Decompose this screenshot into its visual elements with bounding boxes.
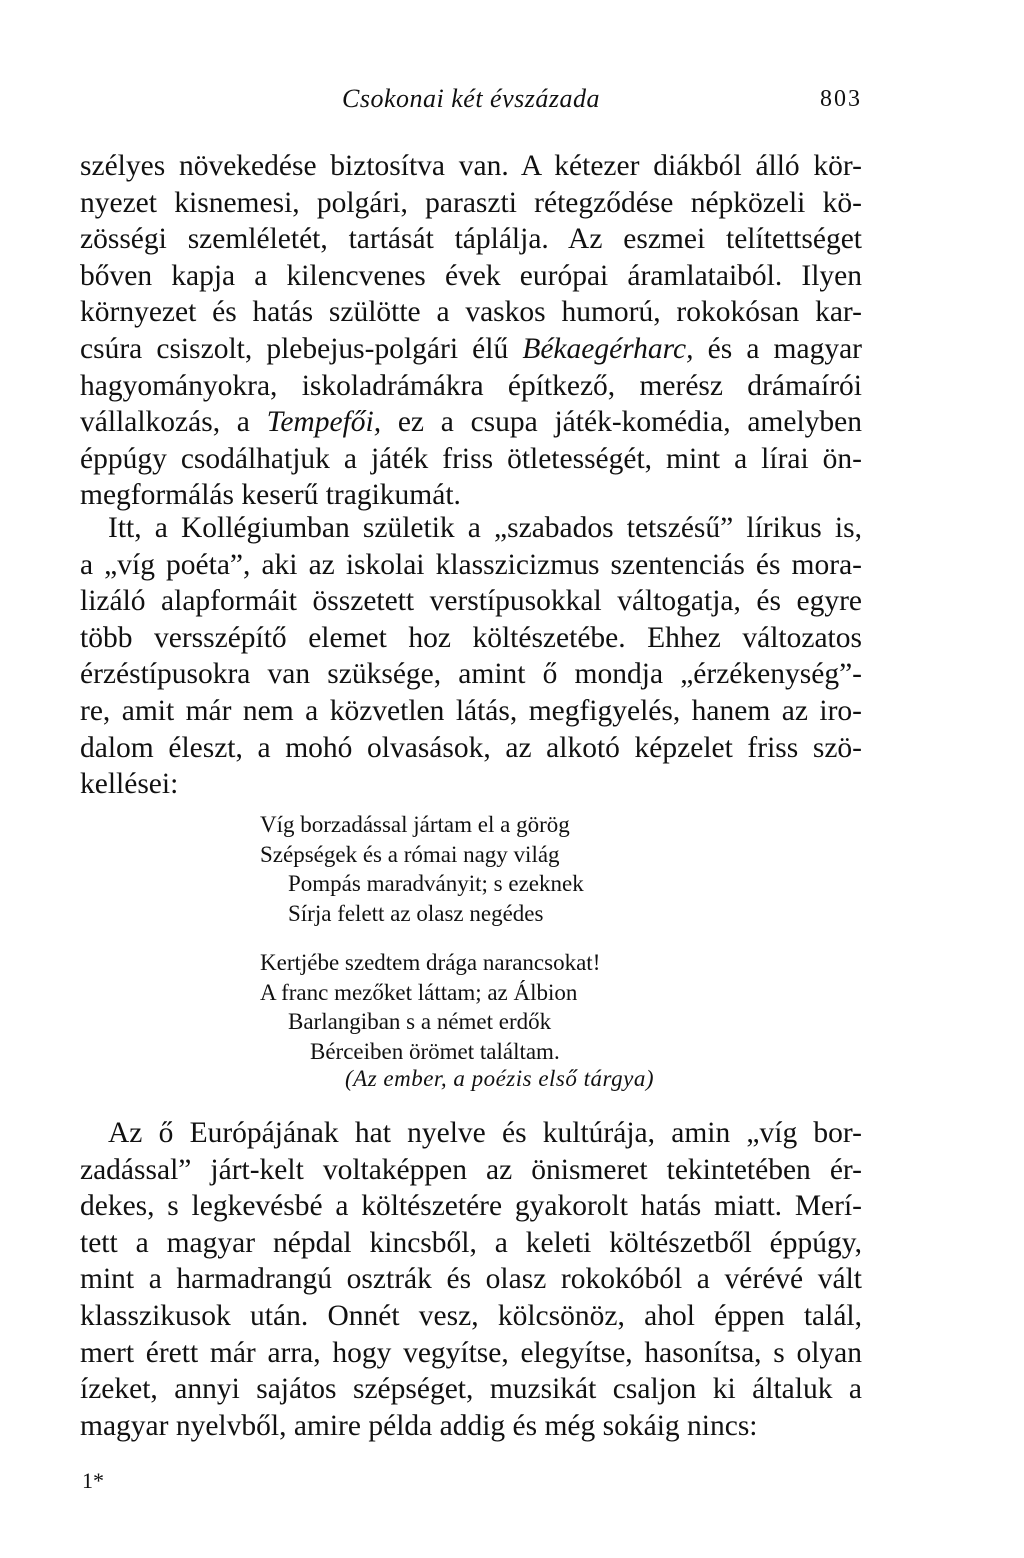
poem-line: Kertjébe szedtem drága narancsokat! xyxy=(260,950,601,975)
text-line: éppúgy csodálhatjuk a játék friss ötletességét, mint a lírai ön- xyxy=(80,442,862,475)
poem-line: Bérceiben örömet találtam. xyxy=(310,1038,560,1064)
text-line: Az ő Európájának hat nyelve és kultúrája, amin „víg bor- xyxy=(108,1117,862,1149)
text-line: dalom éleszt, a mohó olvasások, az alkotó képzelet friss szö- xyxy=(80,731,862,764)
text-line: mert érett már arra, hogy vegyítse, elegyítse, hasonítsa, s olyan xyxy=(80,1336,862,1369)
text-line: zösségi szemléletét, tartását táplálja. Az eszmei telítettséget xyxy=(80,223,862,256)
text-line: re, amit már nem a közvetlen látás, megfigyelés, hanem az iro- xyxy=(80,694,862,727)
text-line: megformálás keserű tragikumát. xyxy=(80,479,461,512)
text-line: a „víg poéta”, aki az iskolai klasszicizmus szentenciás és mora- xyxy=(80,548,862,581)
text-segment: csúra csiszolt, plebejus-polgári élű xyxy=(80,332,523,365)
paragraph-2 xyxy=(80,510,862,803)
title-tempefoi: Tempefői, xyxy=(266,406,382,439)
text-line: kellései: xyxy=(80,768,179,801)
poem-citation: (Az ember, a poézis első tárgya) xyxy=(345,1066,654,1091)
text-line: zadással” járt-kelt voltaképpen az önismeret tekintetében ér- xyxy=(80,1153,862,1186)
text-segment: ez a csupa játék-komédia, amelyben xyxy=(381,406,862,439)
text-line: mint a harmadrangú osztrák és olasz rokokóból a vérévé vált xyxy=(80,1263,862,1296)
text-line: tett a magyar népdal kincsből, a keleti költészetből éppúgy, xyxy=(80,1226,862,1259)
poem-stanza-2 xyxy=(260,948,600,1066)
text-line: érzéstípusokra van szüksége, amint ő mondja „érzékenység”- xyxy=(80,658,862,691)
page-number: 803 xyxy=(820,86,862,112)
text-line: dekes, s legkevésbé a költészetére gyakorolt hatás miatt. Merí- xyxy=(80,1190,862,1223)
poem-line: A franc mezőket láttam; az Álbion xyxy=(260,979,578,1005)
text-line: bőven kapja a kilencvenes évek európai áramlataiból. Ilyen xyxy=(80,259,862,292)
text-line: több versszépítő elemet hoz költészetébe. Ehhez változatos xyxy=(80,621,862,654)
text-line: nyezet kisnemesi, polgári, paraszti rétegződése népközeli kö- xyxy=(80,186,862,219)
text-line xyxy=(80,404,862,441)
text-line: magyar nyelvből, amire példa addig és még sokáig nincs: xyxy=(80,1409,758,1442)
text-line: Itt, a Kollégiumban születik a „szabados tetszésű” lírikus is, xyxy=(108,512,862,544)
text-line: környezet és hatás szülötte a vaskos humorú, rokokósan kar- xyxy=(80,296,862,329)
text-line: ízeket, annyi sajátos szépséget, muzsikát csaljon ki általuk a xyxy=(80,1373,862,1406)
poem-stanza-1 xyxy=(260,810,584,928)
text-segment: vállalkozás, a xyxy=(80,406,267,439)
paragraph-3 xyxy=(80,1115,862,1444)
poem-line: Barlangiban s a német erdők xyxy=(288,1009,552,1034)
poem-line: Szépségek és a római nagy világ xyxy=(260,841,560,867)
text-line: lizáló alapformáit összetett verstípusokkal váltogatja, és egyre xyxy=(80,585,862,618)
text-line: szélyes növekedése biztosítva van. A kétezer diákból álló kör- xyxy=(80,150,862,182)
signature-mark: 1* xyxy=(82,1468,104,1493)
text-line xyxy=(80,331,862,368)
running-title: Csokonai két évszázada xyxy=(342,84,600,113)
text-segment: és a magyar xyxy=(693,332,862,365)
text-line: hagyományokra, iskoladrámákra építkező, merész drámaírói xyxy=(80,369,862,402)
poem-line: Sírja felett az olasz negédes xyxy=(288,900,544,926)
poem-line: Pompás maradványit; s ezeknek xyxy=(288,871,584,896)
title-bekaegerharc: Békaegérharc, xyxy=(522,332,694,365)
poem-line: Víg borzadással jártam el a görög xyxy=(260,812,570,837)
text-line: klasszikusok után. Onnét vesz, kölcsönöz, ahol éppen talál, xyxy=(80,1299,862,1332)
running-head xyxy=(80,84,862,120)
paragraph-1 xyxy=(80,148,862,514)
